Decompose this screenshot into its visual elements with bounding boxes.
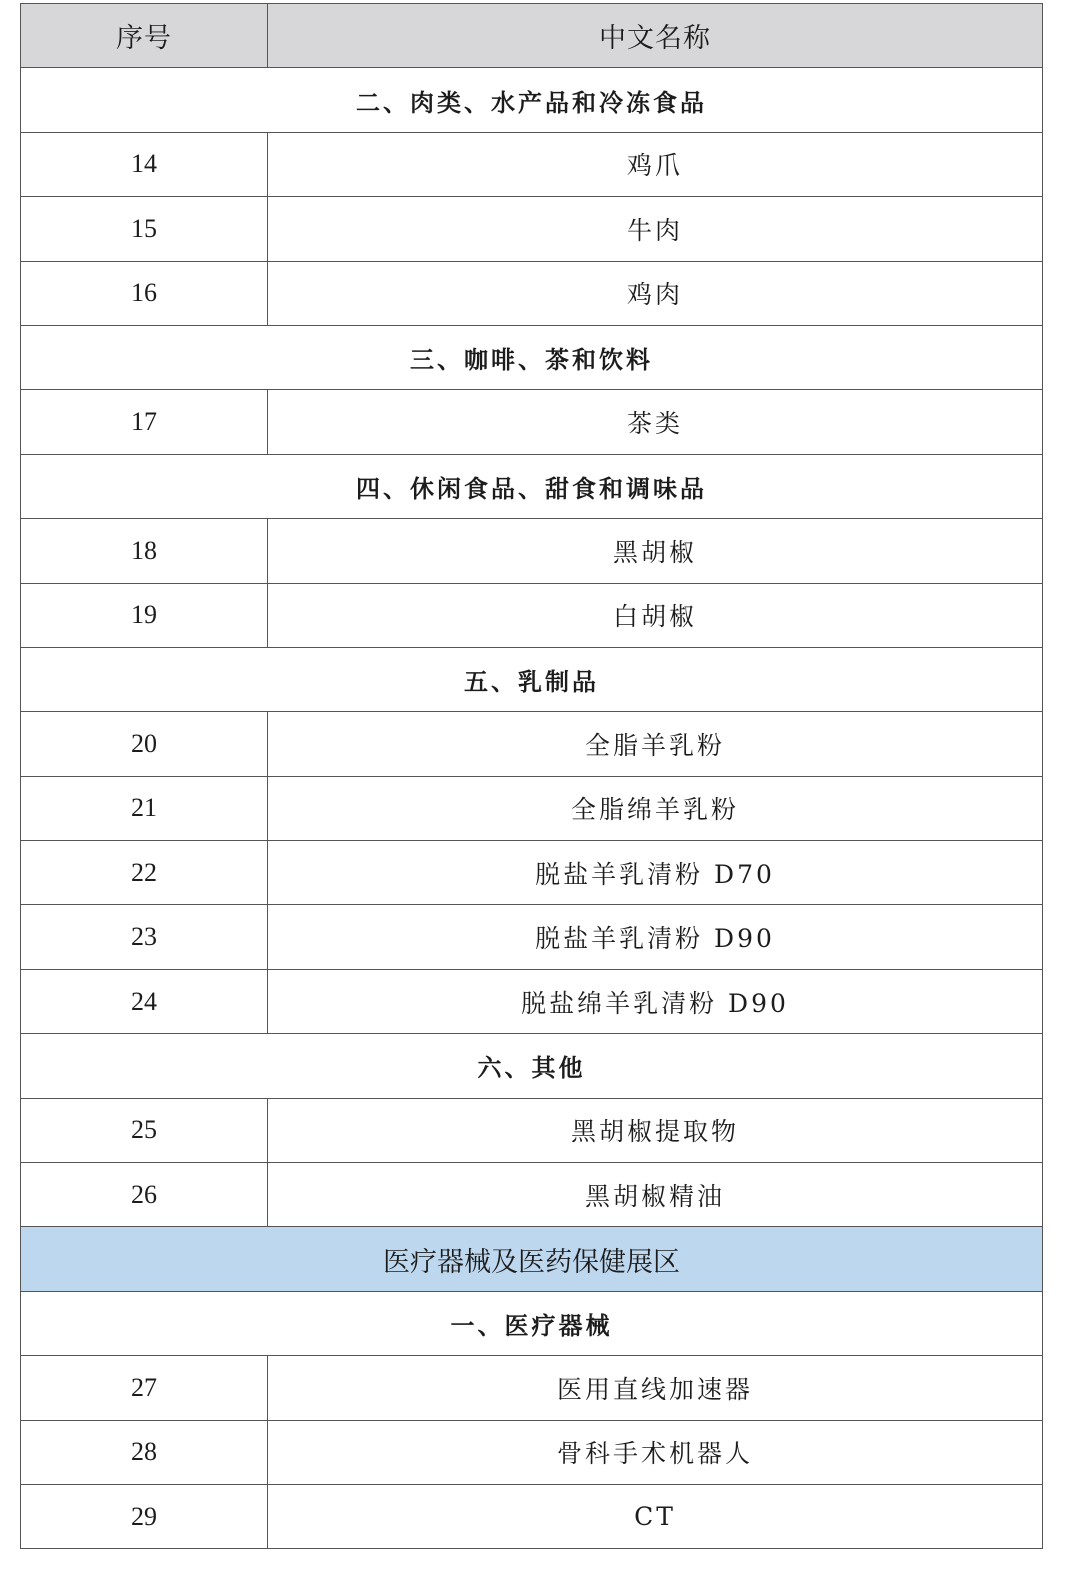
category-heading: 二、肉类、水产品和冷冻食品	[21, 68, 1043, 132]
table-row	[21, 1484, 1043, 1548]
product-name-cell: 骨科手术机器人	[268, 1420, 1043, 1484]
table-row	[21, 1098, 1043, 1162]
table-row	[21, 712, 1043, 776]
table-row	[21, 583, 1043, 647]
product-name-cell: 牛肉	[268, 197, 1043, 261]
serial-number-cell: 21	[21, 776, 268, 840]
table-row	[21, 261, 1043, 325]
serial-number-cell: 20	[21, 712, 268, 776]
table-row	[21, 197, 1043, 261]
product-name-cell: 黑胡椒提取物	[268, 1098, 1043, 1162]
category-heading: 六、其他	[21, 1034, 1043, 1098]
serial-number-cell: 18	[21, 519, 268, 583]
category-row	[21, 1034, 1043, 1098]
serial-number-cell: 24	[21, 969, 268, 1033]
category-heading: 三、咖啡、茶和饮料	[21, 325, 1043, 389]
table-row	[21, 1163, 1043, 1227]
table-row	[21, 776, 1043, 840]
category-heading: 一、医疗器械	[21, 1291, 1043, 1355]
table-header-row	[21, 4, 1043, 68]
product-name-cell: 白胡椒	[268, 583, 1043, 647]
product-table	[20, 3, 1043, 1549]
serial-number-cell: 16	[21, 261, 268, 325]
table-row	[21, 905, 1043, 969]
category-row	[21, 454, 1043, 518]
product-name-cell: 鸡肉	[268, 261, 1043, 325]
zone-heading: 医疗器械及医药保健展区	[21, 1227, 1043, 1291]
product-name-cell: 黑胡椒	[268, 519, 1043, 583]
product-name-cell: 茶类	[268, 390, 1043, 454]
serial-number-cell: 23	[21, 905, 268, 969]
product-name-cell: 脱盐绵羊乳清粉 D90	[268, 969, 1043, 1033]
product-name-cell: 全脂羊乳粉	[268, 712, 1043, 776]
serial-number-cell: 25	[21, 1098, 268, 1162]
product-name-cell: 医用直线加速器	[268, 1356, 1043, 1420]
serial-number-cell: 15	[21, 197, 268, 261]
table-row	[21, 132, 1043, 196]
serial-number-cell: 19	[21, 583, 268, 647]
table-row	[21, 1356, 1043, 1420]
category-heading: 五、乳制品	[21, 647, 1043, 711]
header-serial-number: 序号	[21, 4, 268, 68]
category-row	[21, 68, 1043, 132]
product-name-cell: 全脂绵羊乳粉	[268, 776, 1043, 840]
serial-number-cell: 28	[21, 1420, 268, 1484]
category-row	[21, 325, 1043, 389]
serial-number-cell: 14	[21, 132, 268, 196]
serial-number-cell: 22	[21, 841, 268, 905]
serial-number-cell: 17	[21, 390, 268, 454]
product-name-cell: 脱盐羊乳清粉 D90	[268, 905, 1043, 969]
table-body	[21, 68, 1043, 1549]
header-chinese-name: 中文名称	[268, 4, 1043, 68]
table-row	[21, 519, 1043, 583]
zone-row	[21, 1227, 1043, 1291]
serial-number-cell: 29	[21, 1484, 268, 1548]
category-heading: 四、休闲食品、甜食和调味品	[21, 454, 1043, 518]
category-row	[21, 1291, 1043, 1355]
product-name-cell: 黑胡椒精油	[268, 1163, 1043, 1227]
serial-number-cell: 27	[21, 1356, 268, 1420]
serial-number-cell: 26	[21, 1163, 268, 1227]
table-row	[21, 390, 1043, 454]
product-name-cell: 鸡爪	[268, 132, 1043, 196]
table-row	[21, 841, 1043, 905]
product-name-cell: CT	[268, 1484, 1043, 1548]
category-row	[21, 647, 1043, 711]
table-row	[21, 1420, 1043, 1484]
product-name-cell: 脱盐羊乳清粉 D70	[268, 841, 1043, 905]
table-row	[21, 969, 1043, 1033]
